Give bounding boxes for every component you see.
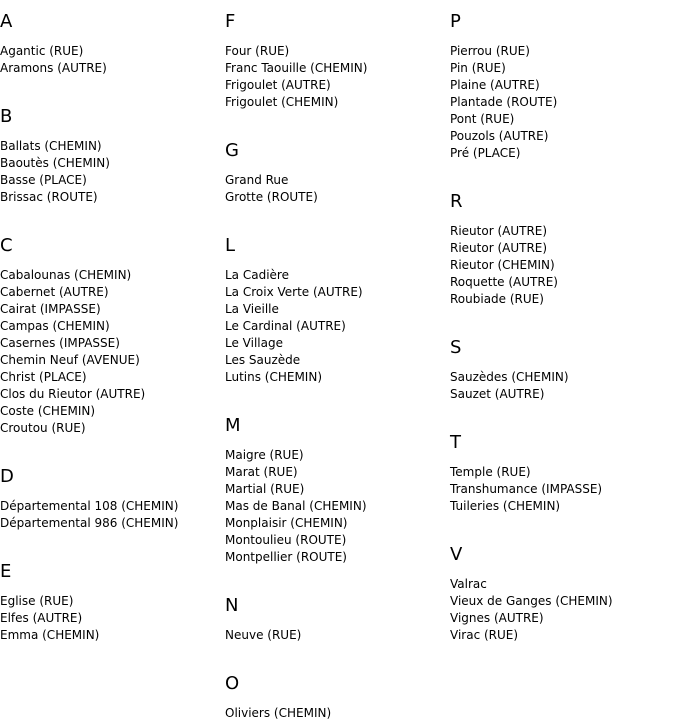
street-list-item: Le Village: [225, 336, 283, 350]
street-list-item: Croutou (RUE): [0, 421, 86, 435]
letter-section-c: [0, 235, 225, 437]
street-list-item: Frigoulet (AUTRE): [225, 78, 331, 92]
letter-section-o: [225, 673, 450, 722]
street-list-item: Virac (RUE): [450, 628, 519, 642]
letter-section-l: [225, 235, 450, 386]
street-list-item: Basse (PLACE): [0, 173, 87, 187]
letter-section-n: [225, 595, 450, 644]
letter-section-p: [450, 0, 675, 162]
street-list-item: Le Cardinal (AUTRE): [225, 319, 346, 333]
street-list-item: Plaine (AUTRE): [450, 78, 540, 92]
section-letter-heading: M: [225, 415, 241, 436]
street-list-item: Temple (RUE): [450, 465, 531, 479]
street-list-item: Clos du Rieutor (AUTRE): [0, 387, 146, 401]
street-list-item: Roquette (AUTRE): [450, 275, 558, 289]
street-list-item: Aramons (AUTRE): [0, 61, 107, 75]
street-list-item: Eglise (RUE): [0, 594, 74, 608]
street-list-item: Marat (RUE): [225, 465, 298, 479]
street-list-item: Maigre (RUE): [225, 448, 304, 462]
section-letter-heading: R: [450, 191, 463, 212]
street-list: [0, 138, 225, 206]
street-list-item: Mas de Banal (CHEMIN): [225, 499, 367, 513]
section-letter-heading: D: [0, 466, 14, 487]
letter-section-m: [225, 415, 450, 566]
street-list-item: Agantic (RUE): [0, 44, 84, 58]
street-list-item: Tuileries (CHEMIN): [450, 499, 561, 513]
street-list: [225, 172, 450, 206]
street-list: [450, 223, 675, 308]
section-letter-heading: E: [0, 561, 12, 582]
letter-section-e: [0, 561, 225, 644]
street-list-item: Départemental 108 (CHEMIN): [0, 499, 179, 513]
street-list-item: Franc Taouille (CHEMIN): [225, 61, 368, 75]
section-letter-heading: B: [0, 106, 13, 127]
street-list: [225, 43, 450, 111]
street-list: [450, 369, 675, 403]
letter-section-g: [225, 140, 450, 206]
street-list: [0, 267, 225, 437]
street-list-item: Pierrou (RUE): [450, 44, 530, 58]
street-list-item: Christ (PLACE): [0, 370, 87, 384]
street-list-item: Chemin Neuf (AVENUE): [0, 353, 140, 367]
section-letter-heading: S: [450, 337, 462, 358]
street-list-item: Cabernet (AUTRE): [0, 285, 109, 299]
street-list-item: Roubiade (RUE): [450, 292, 544, 306]
section-letter-heading: N: [225, 595, 239, 616]
section-letter-heading: P: [450, 11, 461, 32]
street-list-item: Pin (RUE): [450, 61, 506, 75]
section-letter-heading: C: [0, 235, 13, 256]
street-list-item: La Croix Verte (AUTRE): [225, 285, 363, 299]
street-list-item: Pont (RUE): [450, 112, 515, 126]
street-list-item: Sauzèdes (CHEMIN): [450, 370, 569, 384]
street-list-item: Cairat (IMPASSE): [0, 302, 101, 316]
section-letter-heading: F: [225, 11, 236, 32]
street-list-item: Neuve (RUE): [225, 628, 302, 642]
street-list-item: La Cadière: [225, 268, 289, 282]
street-list-item: Brissac (ROUTE): [0, 190, 98, 204]
street-list-item: Pouzols (AUTRE): [450, 129, 549, 143]
letter-section-d: [0, 466, 225, 532]
section-letter-heading: T: [450, 432, 461, 453]
street-list-item: Martial (RUE): [225, 482, 305, 496]
street-list-item: Montpellier (ROUTE): [225, 550, 347, 564]
street-list: [0, 593, 225, 644]
street-list-item: Coste (CHEMIN): [0, 404, 96, 418]
street-list-item: Valrac: [450, 577, 487, 591]
street-index-column-3: [450, 0, 675, 644]
letter-section-s: [450, 337, 675, 403]
street-list-item: Grand Rue: [225, 173, 289, 187]
street-list: [225, 705, 450, 722]
street-list: [225, 267, 450, 386]
street-list: [225, 627, 450, 644]
street-list-item: La Vieille: [225, 302, 279, 316]
street-list-item: Lutins (CHEMIN): [225, 370, 323, 384]
street-list: [0, 498, 225, 532]
street-list-item: Monplaisir (CHEMIN): [225, 516, 348, 530]
street-list-item: Frigoulet (CHEMIN): [225, 95, 339, 109]
section-letter-heading: V: [450, 544, 463, 565]
street-list: [225, 447, 450, 566]
street-index-column-1: [0, 0, 225, 644]
letter-section-r: [450, 191, 675, 308]
street-list-item: Les Sauzède: [225, 353, 301, 367]
street-list-item: Cabalounas (CHEMIN): [0, 268, 132, 282]
street-list-item: Vignes (AUTRE): [450, 611, 544, 625]
section-letter-heading: O: [225, 673, 240, 694]
street-index-column-2: [225, 0, 450, 722]
street-list-item: Ballats (CHEMIN): [0, 139, 102, 153]
letter-section-v: [450, 544, 675, 644]
street-list: [0, 43, 225, 77]
street-list: [450, 43, 675, 162]
street-list-item: Four (RUE): [225, 44, 290, 58]
street-list-item: Oliviers (CHEMIN): [225, 706, 332, 720]
letter-section-f: [225, 0, 450, 111]
street-list-item: Transhumance (IMPASSE): [450, 482, 603, 496]
street-list-item: Campas (CHEMIN): [0, 319, 110, 333]
section-letter-heading: G: [225, 140, 239, 161]
street-list: [450, 576, 675, 644]
street-list-item: Elfes (AUTRE): [0, 611, 83, 625]
street-list-item: Baoutès (CHEMIN): [0, 156, 110, 170]
section-letter-heading: L: [225, 235, 236, 256]
letter-section-b: [0, 106, 225, 206]
street-list-item: Sauzet (AUTRE): [450, 387, 545, 401]
street-list-item: Vieux de Ganges (CHEMIN): [450, 594, 613, 608]
letter-section-a: [0, 0, 225, 77]
street-list-item: Emma (CHEMIN): [0, 628, 100, 642]
street-list-item: Casernes (IMPASSE): [0, 336, 120, 350]
street-list-item: Grotte (ROUTE): [225, 190, 318, 204]
street-list-item: Plantade (ROUTE): [450, 95, 558, 109]
street-list-item: Pré (PLACE): [450, 146, 521, 160]
street-list-item: Montoulieu (ROUTE): [225, 533, 347, 547]
street-list-item: Rieutor (AUTRE): [450, 224, 548, 238]
street-list: [450, 464, 675, 515]
street-list-item: Rieutor (AUTRE): [450, 241, 548, 255]
street-list-item: Départemental 986 (CHEMIN): [0, 516, 179, 530]
section-letter-heading: A: [0, 11, 13, 32]
letter-section-t: [450, 432, 675, 515]
street-list-item: Rieutor (CHEMIN): [450, 258, 555, 272]
